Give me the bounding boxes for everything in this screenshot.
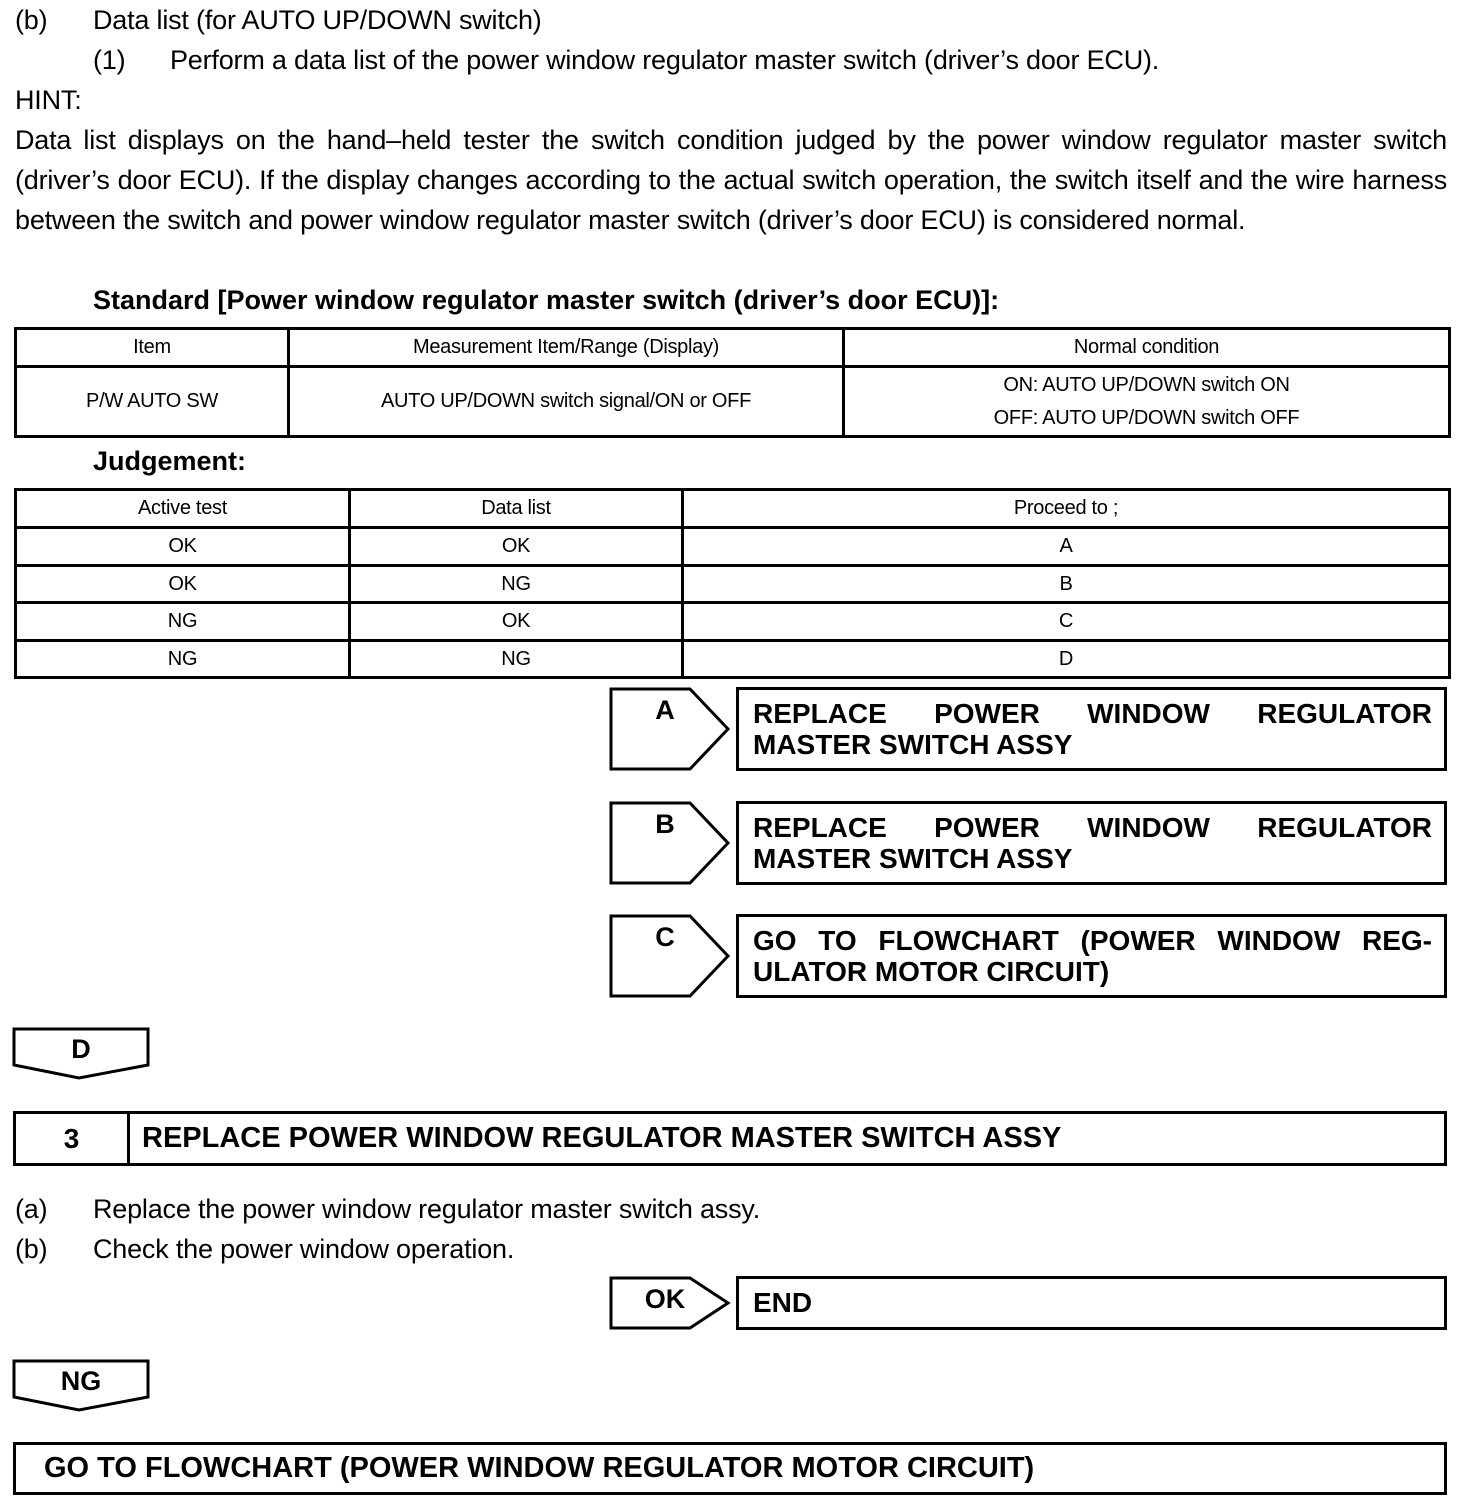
step-b-text: Data list (for AUTO UP/DOWN switch) <box>93 5 542 35</box>
substep-b-marker: (b) <box>15 1234 48 1264</box>
step-1-marker: (1) <box>93 45 126 75</box>
standard-header-measurement: Measurement Item/Range (Display) <box>289 329 844 367</box>
standard-header-row <box>16 329 1450 367</box>
step-b-marker: (b) <box>15 5 48 35</box>
standard-cell-item: P/W AUTO SW <box>16 367 289 437</box>
branch-b-tag[interactable] <box>609 801 733 885</box>
cell-data-list: NG <box>350 566 683 603</box>
cell-data-list: OK <box>350 528 683 566</box>
judgement-heading: Judgement: <box>93 446 247 476</box>
standard-cell-measurement: AUTO UP/DOWN switch signal/ON or OFF <box>289 367 844 437</box>
branch-b-action-line1: REPLACE POWER WINDOW REGULATOR <box>753 812 1432 843</box>
branch-d-label: D <box>71 1034 91 1064</box>
cell-data-list: NG <box>350 641 683 678</box>
cell-proceed: A <box>683 528 1450 566</box>
standard-cell-normal <box>844 367 1450 437</box>
step-3-title: REPLACE POWER WINDOW REGULATOR MASTER SWITCH ASSY <box>142 1122 1062 1154</box>
standard-header-normal: Normal condition <box>844 329 1450 367</box>
standard-table <box>14 327 1451 438</box>
judgement-header-row <box>16 490 1450 528</box>
hint-text: Data list displays on the hand–held tester the switch condition judged by the power window regulator master switch (driver’s door ECU). If the display changes according to the actual switch operation, the switch itself and the wire harness between the switch and power window regulator master switch (driver’s door ECU) is considered normal. <box>15 125 1447 235</box>
judgement-header-data-list: Data list <box>350 490 683 528</box>
branch-b-label: B <box>655 809 675 839</box>
final-action-box[interactable] <box>13 1442 1447 1495</box>
branch-c-label: C <box>655 922 675 952</box>
standard-heading: Standard [Power window regulator master switch (driver’s door ECU)]: <box>93 285 1000 315</box>
table-row <box>16 603 1450 641</box>
step-3-number: 3 <box>16 1114 130 1163</box>
branch-c-action-line2: ULATOR MOTOR CIRCUIT) <box>753 956 1110 987</box>
cell-active-test: NG <box>16 603 350 641</box>
ng-branch-label: NG <box>60 1366 102 1396</box>
hint-label: HINT: <box>15 85 82 115</box>
table-row <box>16 566 1450 603</box>
cell-active-test: NG <box>16 641 350 678</box>
branch-c-action[interactable] <box>736 914 1447 998</box>
standard-header-item: Item <box>16 329 289 367</box>
ok-branch-action-text: END <box>753 1287 813 1318</box>
judgement-header-proceed: Proceed to ; <box>683 490 1450 528</box>
branch-b-action-line2: MASTER SWITCH ASSY <box>753 843 1073 874</box>
branch-a-action[interactable] <box>736 687 1447 771</box>
cell-proceed: D <box>683 641 1450 678</box>
cell-active-test: OK <box>16 528 350 566</box>
table-row <box>16 367 1450 437</box>
ok-branch-label: OK <box>644 1284 686 1314</box>
ng-branch-tag[interactable] <box>12 1359 152 1413</box>
cell-active-test: OK <box>16 566 350 603</box>
judgement-table <box>14 488 1451 679</box>
branch-c-tag[interactable] <box>609 914 733 998</box>
cell-proceed: B <box>683 566 1450 603</box>
branch-b-action[interactable] <box>736 801 1447 885</box>
step-1-text: Perform a data list of the power window regulator master switch (driver’s door ECU). <box>170 45 1160 75</box>
table-row <box>16 641 1450 678</box>
branch-a-action-line2: MASTER SWITCH ASSY <box>753 729 1073 760</box>
step-3-header <box>13 1111 1447 1166</box>
branch-a-label: A <box>655 695 675 725</box>
ok-branch-tag[interactable] <box>609 1276 733 1330</box>
substep-a-text: Replace the power window regulator master switch assy. <box>93 1194 760 1224</box>
branch-a-action-line1: REPLACE POWER WINDOW REGULATOR <box>753 698 1432 729</box>
branch-c-action-line1: GO TO FLOWCHART (POWER WINDOW REG- <box>753 925 1432 956</box>
cell-proceed: C <box>683 603 1450 641</box>
branch-a-tag[interactable] <box>609 687 733 771</box>
judgement-header-active-test: Active test <box>16 490 350 528</box>
branch-d-tag[interactable] <box>12 1027 152 1081</box>
final-action-text: GO TO FLOWCHART (POWER WINDOW REGULATOR MOTOR CIRCUIT) <box>44 1452 1035 1484</box>
normal-on-text: ON: AUTO UP/DOWN switch ON <box>1003 373 1290 396</box>
table-row <box>16 528 1450 566</box>
substep-b-text: Check the power window operation. <box>93 1234 515 1264</box>
substep-a-marker: (a) <box>15 1194 48 1224</box>
cell-data-list: OK <box>350 603 683 641</box>
ok-branch-action[interactable] <box>736 1276 1447 1330</box>
normal-off-text: OFF: AUTO UP/DOWN switch OFF <box>993 406 1300 429</box>
